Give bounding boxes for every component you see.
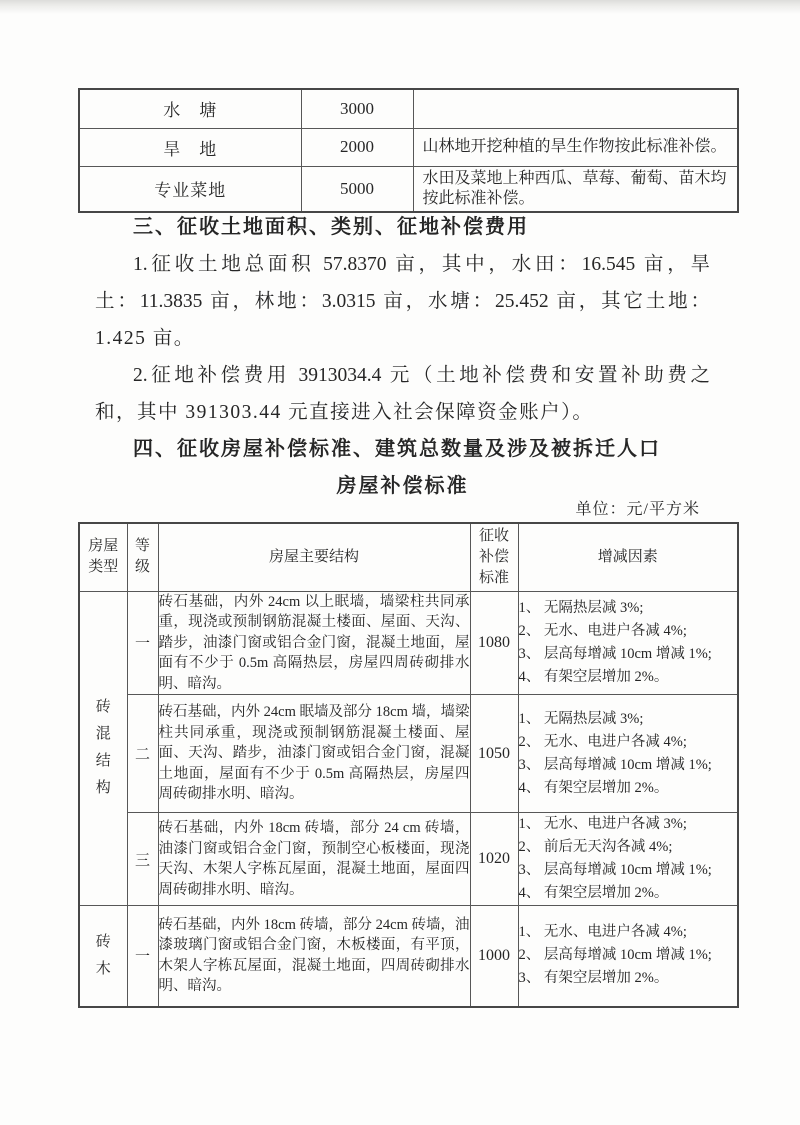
table-row bbox=[79, 166, 738, 212]
house-type-cell: 砖木 bbox=[79, 906, 127, 1007]
note-cell: 水田及菜地上种西瓜、草莓、葡萄、苗木均按此标准补偿。 bbox=[413, 166, 738, 212]
section4-heading: 四、征收房屋补偿标准、建筑总数量及涉及被拆迁人口 bbox=[133, 438, 661, 460]
factor-line: 3、 层高每增减 10cm 增减 1%; bbox=[518, 645, 712, 662]
structure-cell: 砖石基础，内外 18cm 砖墙，部分 24 cm 砖墙，油漆门窗或铝合金门窗，预制空心板楼面，现浇天沟、木架人字栋瓦屋面，混凝土地面，屋面四周砖砌排水明、暗沟。 bbox=[158, 813, 470, 906]
subtable-title: 房屋补偿标准 bbox=[336, 475, 469, 497]
unit-note: 单位：元/平方米 bbox=[575, 501, 700, 518]
factor-line: 2、 无水、电进户各减 4%; bbox=[518, 622, 687, 639]
grade-cell: 一 bbox=[127, 591, 158, 695]
land-type-cell: 旱 地 bbox=[79, 128, 301, 166]
factor-line: 4、 有架空层增加 2%。 bbox=[518, 668, 669, 685]
paragraph-line: 1.征收土地总面积 57.8370 亩，其中，水田：16.545 亩，旱 bbox=[133, 254, 710, 275]
table-row bbox=[79, 813, 738, 906]
factor-line: 2、 前后无天沟各减 4%; bbox=[518, 839, 673, 855]
table-row bbox=[79, 128, 738, 166]
paragraph-line: 土：11.3835 亩，林地：3.0315 亩，水塘：25.452 亩，其它土地： bbox=[95, 291, 710, 312]
factors-cell bbox=[518, 813, 738, 906]
header-structure: 房屋主要结构 bbox=[158, 523, 470, 591]
table-row bbox=[79, 591, 738, 695]
table-header-row bbox=[79, 523, 738, 591]
factors-cell bbox=[518, 906, 738, 1007]
standard-cell: 1050 bbox=[470, 695, 518, 813]
price-cell: 5000 bbox=[301, 166, 413, 212]
paragraph-line: 1.425 亩。 bbox=[95, 328, 195, 349]
land-compensation-table bbox=[78, 88, 739, 213]
structure-cell: 砖石基础，内外 18cm 砖墙，部分 24cm 砖墙，油漆玻璃门窗或铝合金门窗，木板楼面，有平顶，木架人字栋瓦屋面，混凝土地面，四周砖砌排水明、暗沟。 bbox=[158, 906, 470, 1007]
note-cell: 山林地开挖种植的旱生作物按此标准补偿。 bbox=[413, 128, 738, 166]
house-type-cell: 砖混结构 bbox=[79, 591, 127, 906]
standard-cell: 1000 bbox=[470, 906, 518, 1007]
factor-line: 3、 层高每增减 10cm 增减 1%; bbox=[518, 756, 712, 773]
factor-line: 1、 无隔热层减 3%; bbox=[518, 710, 644, 727]
factors-cell bbox=[518, 591, 738, 695]
factor-line: 2、 无水、电进户各减 4%; bbox=[518, 733, 687, 750]
paragraph-line: 2.征地补偿费用 3913034.4 元（土地补偿费和安置补助费之 bbox=[133, 365, 710, 386]
structure-cell: 砖石基础，内外 24cm 眠墙及部分 18cm 墙，墙梁柱共同承重，现浇或预制钢筋混凝土楼面、屋面、天沟、踏步，油漆门窗或铝合金门窗，混凝土地面，屋面有不少于 0.5m 高隔热层，房屋四周砖砌排水明、暗沟。 bbox=[158, 695, 470, 813]
structure-cell: 砖石基础，内外 24cm 以上眠墙，墙梁柱共同承重，现浇或预制钢筋混凝土楼面、屋面、天沟、踏步，油漆门窗或铝合金门窗，混凝土地面，屋面有不少于 0.5m 高隔热层，房屋四周砖砌排水明、暗沟。 bbox=[158, 591, 470, 695]
land-type-cell: 专业菜地 bbox=[79, 166, 301, 212]
factor-line: 3、 层高每增减 10cm 增减 1%; bbox=[518, 862, 712, 878]
price-cell: 2000 bbox=[301, 128, 413, 166]
table-row bbox=[79, 695, 738, 813]
standard-cell: 1080 bbox=[470, 591, 518, 695]
housing-compensation-table bbox=[78, 522, 739, 1008]
section3-heading: 三、征收土地面积、类别、征地补偿费用 bbox=[133, 216, 529, 238]
factor-line: 4、 有架空层增加 2%。 bbox=[518, 779, 669, 796]
factor-line: 1、 无水、电进户各减 3%; bbox=[518, 816, 687, 832]
factor-line: 4、 有架空层增加 2%。 bbox=[518, 885, 669, 901]
standard-cell: 1020 bbox=[470, 813, 518, 906]
factors-cell bbox=[518, 695, 738, 813]
header-standard: 征收补偿标准 bbox=[470, 523, 518, 591]
scan-edge-shadow bbox=[0, 0, 800, 14]
grade-cell: 三 bbox=[127, 813, 158, 906]
header-factors: 增减因素 bbox=[518, 523, 738, 591]
table-row bbox=[79, 906, 738, 1007]
header-grade: 等级 bbox=[127, 523, 158, 591]
factor-line: 2、 层高每增减 10cm 增减 1%; bbox=[518, 947, 712, 964]
note-cell bbox=[413, 89, 738, 128]
factor-line: 1、 无隔热层减 3%; bbox=[518, 599, 644, 616]
grade-cell: 一 bbox=[127, 906, 158, 1007]
grade-cell: 二 bbox=[127, 695, 158, 813]
body-text bbox=[95, 209, 710, 505]
factor-line: 3、 有架空层增加 2%。 bbox=[518, 970, 669, 987]
factor-line: 1、 无水、电进户各减 4%; bbox=[518, 924, 687, 941]
land-type-cell: 水 塘 bbox=[79, 89, 301, 128]
paragraph-line: 和，其中 391303.44 元直接进入社会保障资金账户）。 bbox=[95, 402, 594, 423]
price-cell: 3000 bbox=[301, 89, 413, 128]
header-house-type: 房屋类型 bbox=[79, 523, 127, 591]
table-row bbox=[79, 89, 738, 128]
